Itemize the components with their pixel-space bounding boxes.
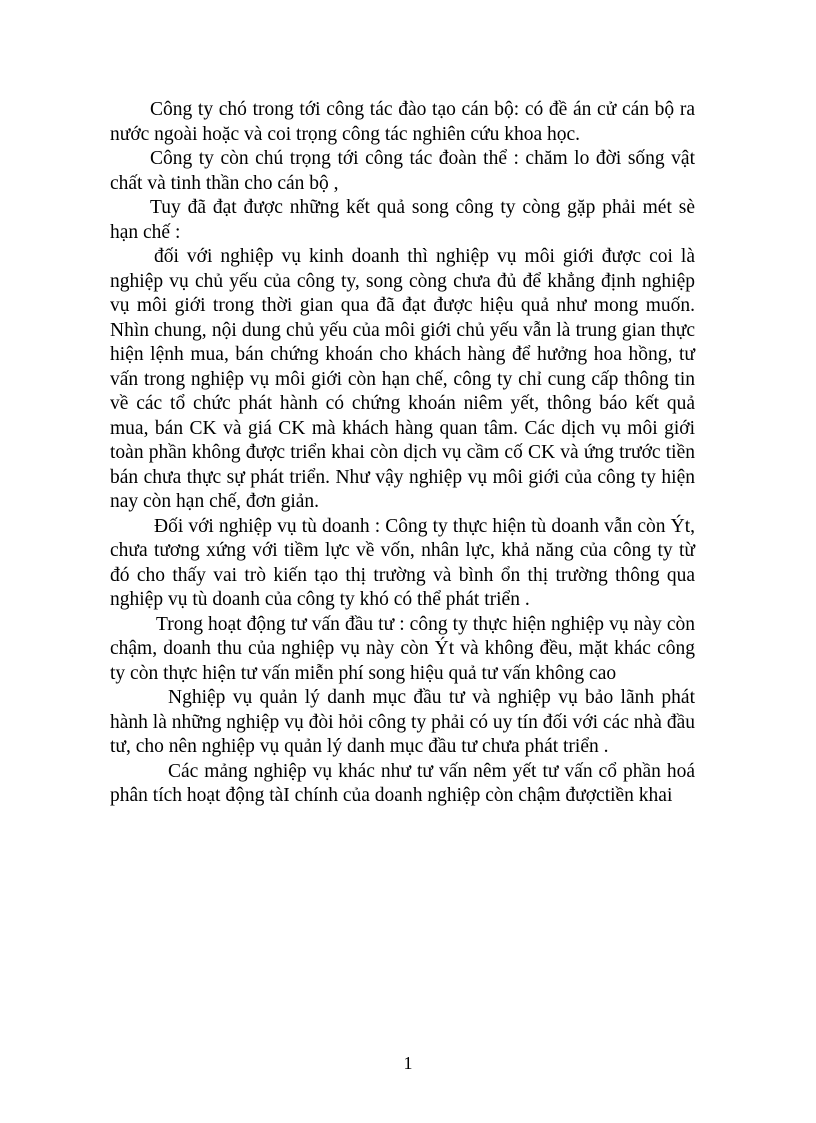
- page-number: 1: [403, 1053, 413, 1073]
- paragraph-other-services: Các mảng nghiệp vụ khác như tư vấn nêm yết tư vấn cổ phần hoá phân tích hoạt động tàI chính của doanh nghiệp còn chậm đượctiền khai: [110, 760, 695, 806]
- paragraph-limitations-intro: Tuy đã đạt được những kết quả song công ty còng gặp phải mét sè hạn chế :: [110, 197, 695, 243]
- paragraph-portfolio-underwriting: Nghiệp vụ quản lý danh mục đầu tư và nghiệp vụ bảo lãnh phát hành là những nghiệp vụ đòi hỏi công ty phải có uy tín đối với các nhà đầu tư, cho nên nghiệp vụ quản lý danh mục đầu tư chưa phát triển .: [110, 687, 695, 757]
- document-body: [110, 98, 695, 809]
- paragraph-brokerage: đối với nghiệp vụ kinh doanh thì nghiệp vụ môi giới được coi là nghiệp vụ chủ yếu của công ty, song còng chưa đủ để khẳng định nghiệp vụ môi giới trong thời gian qua đã đạt được hiệu quả như mong muốn. Nhìn chung, nội dung chủ yếu của môi giới chủ yếu vẫn là trung gian thực hiện lệnh mua, bán chứng khoán cho khách hàng để hưởng hoa hồng, tư vấn trong nghiệp vụ môi giới còn hạn chế, công ty chỉ cung cấp thông tin về các tổ chức phát hành có chứng khoán niêm yết, thông báo kết quả mua, bán CK và giá CK mà khách hàng quan tâm. Các dịch vụ môi giới toàn phần không được triển khai còn dịch vụ cầm cố CK và ứng trước tiền bán chưa thực sự phát triển. Như vậy nghiệp vụ môi giới của công ty hiện nay còn hạn chế, đơn giản.: [110, 246, 695, 512]
- paragraph-union-activities: Công ty còn chú trọng tới công tác đoàn thể : chăm lo đời sống vật chất và tinh thần cho cán bộ ,: [110, 148, 695, 194]
- paragraph-proprietary-trading: Đối với nghiệp vụ tù doanh : Công ty thực hiện tù doanh vẫn còn Ýt, chưa tương xứng với tiềm lực về vốn, nhân lực, khả năng của công ty từ đó cho thấy vai trò kiến tạo thị trường và bình ổn thị trường thông qua nghiệp vụ tù doanh của công ty khó có thể phát triển .: [110, 515, 695, 610]
- paragraph-staff-training: Công ty chó trong tới công tác đào tạo cán bộ: có đề án cử cán bộ ra nước ngoài hoặc và coi trọng công tác nghiên cứu khoa học.: [110, 99, 695, 145]
- paragraph-investment-advisory: Trong hoạt động tư vấn đầu tư : công ty thực hiện nghiệp vụ này còn chậm, doanh thu của nghiệp vụ này còn Ýt và không đều, mặt khác công ty còn thực hiện tư vấn miễn phí song hiệu quả tư vấn không cao: [110, 613, 695, 684]
